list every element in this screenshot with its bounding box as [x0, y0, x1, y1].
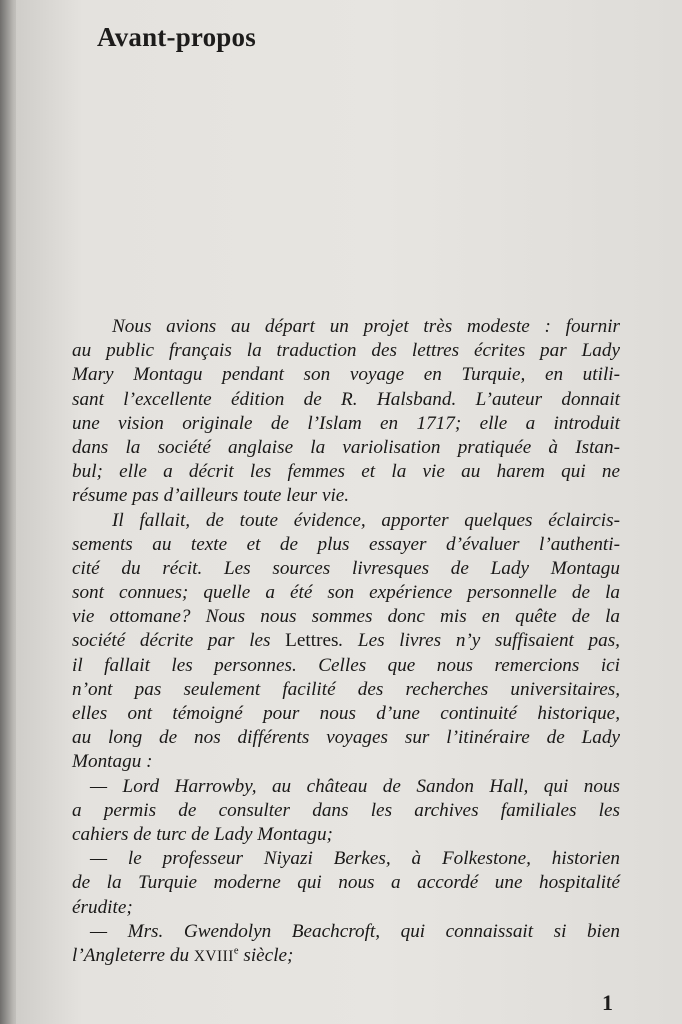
text-line: a permis de consulter dans les archives familiales les	[72, 799, 620, 821]
text-line: cahiers de turc de Lady Montagu;	[72, 823, 333, 845]
text-line: Il fallait, de toute évidence, apporter quelques éclaircis-	[112, 509, 620, 531]
text-fragment: société décrite par les	[72, 630, 286, 652]
text-line: elles ont témoigné pour nous d’une continuité historique,	[72, 703, 620, 724]
page-heading: Avant-propos	[97, 22, 256, 52]
text-line: il fallait les personnes. Celles que nous remercions ici	[72, 654, 620, 676]
text-fragment: siècle;	[238, 944, 294, 966]
text-line: n’ont pas seulement facilité des recherches universitaires,	[72, 678, 620, 700]
text-line: Montagu :	[72, 751, 153, 773]
text-line: une vision originale de l’Islam en 1717; elle a introduit	[72, 412, 620, 434]
text-line: érudite;	[72, 896, 133, 918]
text-line	[72, 944, 620, 968]
list-item: — le professeur Niyazi Berkes, à Folkestone, historien	[90, 848, 620, 870]
text-line: sont connues; quelle a été son expérience personnelle de la	[72, 582, 620, 604]
text-line	[72, 629, 620, 653]
text-line: au long de nos différents voyages sur l’itinéraire de Lady	[72, 727, 620, 749]
list-item: — Lord Harrowby, au château de Sandon Hall, qui nous	[90, 775, 620, 797]
text-line: vie ottomane? Nous nous sommes donc mis en quête de la	[72, 606, 620, 628]
list-item: — Mrs. Gwendolyn Beachcroft, qui connaissait si bien	[90, 920, 620, 942]
text-line: dans la société anglaise la variolisation pratiquée à Istan-	[72, 436, 620, 458]
text-fragment: l’Angleterre du	[72, 944, 194, 966]
body-text	[72, 315, 620, 968]
superscript: e	[233, 945, 239, 957]
text-line: Mary Montagu pendant son voyage en Turquie, en utili-	[72, 364, 620, 386]
text-line: sant l’excellente édition de R. Halsband. L’auteur donnait	[72, 388, 620, 410]
text-line: sements au texte et de plus essayer d’évaluer l’authenti-	[72, 533, 620, 555]
century-numeral: XVIII	[193, 947, 234, 965]
text-line: bul; elle a décrit les femmes et la vie au harem qui ne	[72, 461, 620, 483]
book-title-reference: Lettres	[285, 630, 339, 652]
text-line: au public français la traduction des lettres écrites par Lady	[72, 340, 620, 362]
text-fragment: . Les livres n’y suffisaient pas,	[338, 630, 620, 652]
text-line: de la Turquie moderne qui nous a accordé une hospitalité	[72, 872, 620, 894]
page-number: 1	[602, 990, 613, 1015]
text-line: résume pas d’ailleurs toute leur vie.	[72, 485, 350, 507]
text-line: Nous avions au départ un projet très modeste : fournir	[112, 316, 620, 337]
show-through-text	[250, 20, 670, 320]
text-line: cité du récit. Les sources livresques de Lady Montagu	[72, 557, 620, 579]
